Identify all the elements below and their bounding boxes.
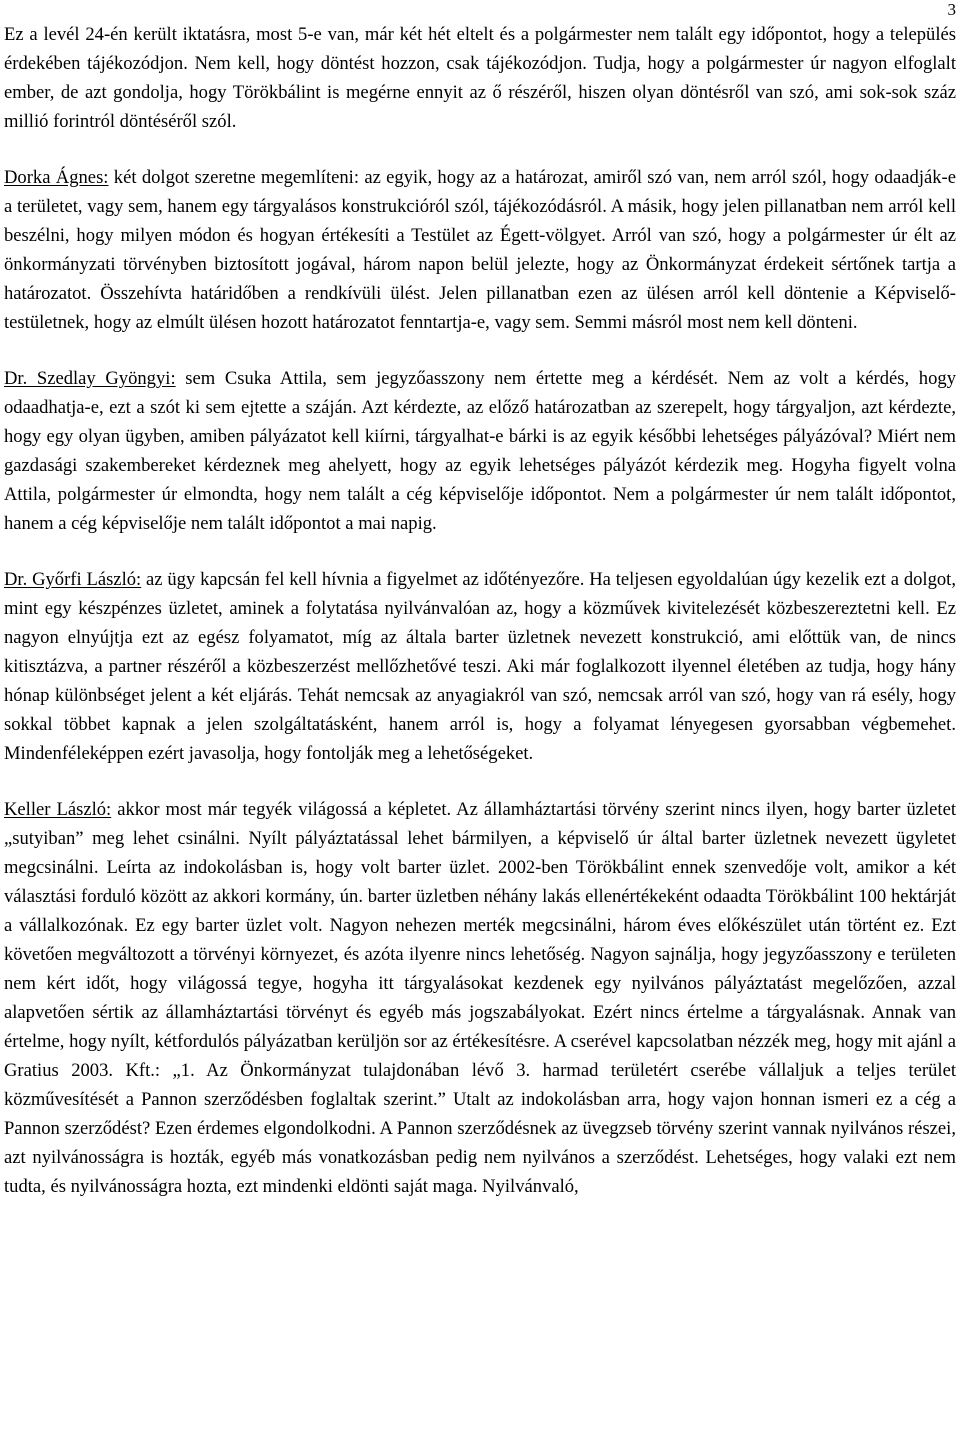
page-number: 3 (947, 0, 956, 19)
paragraph-dorka-agnes (4, 163, 956, 337)
paragraph-text: akkor most már tegyék világossá a képletet. Az államháztartási törvény szerint nincs ilyen, hogy barter üzletet „sutyiban” meg lehet csinálni. Nyílt pályáztatással lehet bármilyen, a képviselő úr által barter üzletnek nevezett ügyletet megcsinálni. Leírta az indokolásban is, hogy volt barter üzlet. 2002-ben Törökbálint ennek szenvedője volt, amikor a két választási forduló között az akkori kormány, ún. barter üzletben néhány lakás ellenértékeként odaadta Törökbálint 100 hektárját a vállalkozónak. Ez egy barter üzlet volt. Nagyon nehezen merték megcsinálni, három éves előkészület után történt ez. Ezt követően megváltozott a törvényi környezet, és azóta ilyenre nincs lehetőség. Nagyon sajnálja, hogy jegyzőasszony e területen nem kért időt, hogy világossá tegye, hogyha itt tárgyalásokat kezdenek egy nyilvános pályáztatást megelőzően, azzal alapvetően sértik az államháztartási törvényt és egyéb más jogszabályokat. Ezért nincs értelme a tárgyalásnak. Annak van értelme, hogy nyílt, kétfordulós pályázatban kerüljön sor az értékesítésre. A cserével kapcsolatban nézzék meg, hogy mit ajánl a Gratius 2003. Kft.: „1. Az Önkormányzat tulajdonában lévő 3. harmad területért cserébe vállaljuk a teljes terület közművesítését a Pannon szerződésben foglaltak szerint.” Utalt az indokolásban arra, hogy vajon honnan ismeri ez a cég a Pannon szerződést? Ezen érdemes elgondolkodni. A Pannon szerződésnek az üvegzseb törvény szerint vannak nyilvános részei, azt nyilvánosságra is hozták, egyéb más vonatkozásban pedig nem nyilvános a szerződést. Lehetséges, hogy valaki ezt nem tudta, és nyilvánosságra hozta, ezt mindenki eldönti saját maga. Nyilvánvaló, (4, 799, 956, 1197)
speaker-name: Dorka Ágnes: (4, 167, 109, 188)
paragraph-text: az ügy kapcsán fel kell hívnia a figyelmet az időtényezőre. Ha teljesen egyoldalúan úgy kezelik ezt a dolgot, mint egy készpénzes üzletet, aminek a folytatása nyilvánvalóan az, hogy a közművek kivitelezését közbeszereztetni kell. Ez nagyon elnyújtja ezt az egész folyamatot, míg az általa barter üzletnek nevezett konstrukció, ami előttük van, de nincs kitisztázva, a partner részéről a közbeszerzést mellőzhetővé teszi. Aki már foglalkozott ilyennel életében az tudja, hogy hány hónap különbséget jelent a két eljárás. Tehát nemcsak az anyagiakról van szó, nemcsak arról van szó, hogy van rá esély, hogy sokkal többet kapnak a jelen szolgáltatásként, hanem arról is, hogy a folyamat lényegesen gyorsabban végbemehet. Mindenféleképpen ezért javasolja, hogy fontolják meg a lehetőségeket. (4, 569, 957, 764)
paragraph-intro (4, 20, 956, 136)
paragraph-text: Ez a levél 24-én került iktatásra, most 5-e van, már két hét eltelt és a polgármester nem talált egy időpontot, hogy a település érdekében tájékozódjon. Nem kell, hogy döntést hozzon, csak tájékozódjon. Tudja, hogy a polgármester úr nagyon elfoglalt ember, de azt gondolja, hogy Törökbálint is megérne ennyit az ő részéről, hiszen olyan döntésről van szó, ami sok-sok száz millió forintról döntéséről szól. (4, 24, 956, 132)
paragraph-keller-laszlo (4, 795, 956, 1201)
speaker-name: Keller László: (4, 799, 112, 820)
paragraph-text: sem Csuka Attila, sem jegyzőasszony nem értette meg a kérdését. Nem az volt a kérdés, hogy odaadhatja-e, ezt a szót ki sem ejtette a száján. Azt kérdezte, az előző határozatban az szerepelt, hogy tárgyaljon, azt kérdezte, hogy egy olyan ügyben, amiben pályázatot kell kiírni, tárgyalhat-e bárki is az egyik későbbi lehetséges pályázóval? Miért nem gazdasági szakembereket kérdeznek meg ahelyett, hogy az egyik lehetséges pályázót kérdezik meg. Hogyha figyelt volna Attila, polgármester úr elmondta, hogy nem talált a cég képviselője időpontot. Nem a polgármester úr nem talált időpontot, hanem a cég képviselője nem talált időpontot a mai napig. (4, 368, 956, 534)
document-body (4, 20, 956, 1228)
speaker-name: Dr. Szedlay Gyöngyi: (4, 368, 176, 389)
paragraph-gyorfi-laszlo (4, 565, 956, 768)
paragraph-text: két dolgot szeretne megemlíteni: az egyik, hogy az a határozat, amiről szó van, nem arról szól, hogy odaadják-e a területet, vagy sem, hanem egy tárgyalásos konstrukcióról szól, tájékozódásról. A másik, hogy jelen pillanatban nem arról kell beszélni, hogy milyen módon és hogyan értékesíti a Testület az Égett-völgyet. Arról van szó, hogy a polgármester úr élt az önkormányzati törvényben biztosított jogával, három napon belül jelezte, hogy az Önkormányzat érdekeit sértőnek tartja a határozatot. Összehívta határidőben a rendkívüli ülést. Jelen pillanatban ezen az ülésen arról kell döntenie a Képviselő-testületnek, hogy az elmúlt ülésen hozott határozatot fenntartja-e, vagy sem. Semmi másról most nem kell dönteni. (4, 167, 956, 333)
paragraph-szedlay-gyongyi (4, 364, 956, 538)
speaker-name: Dr. Győrfi László: (4, 569, 142, 590)
